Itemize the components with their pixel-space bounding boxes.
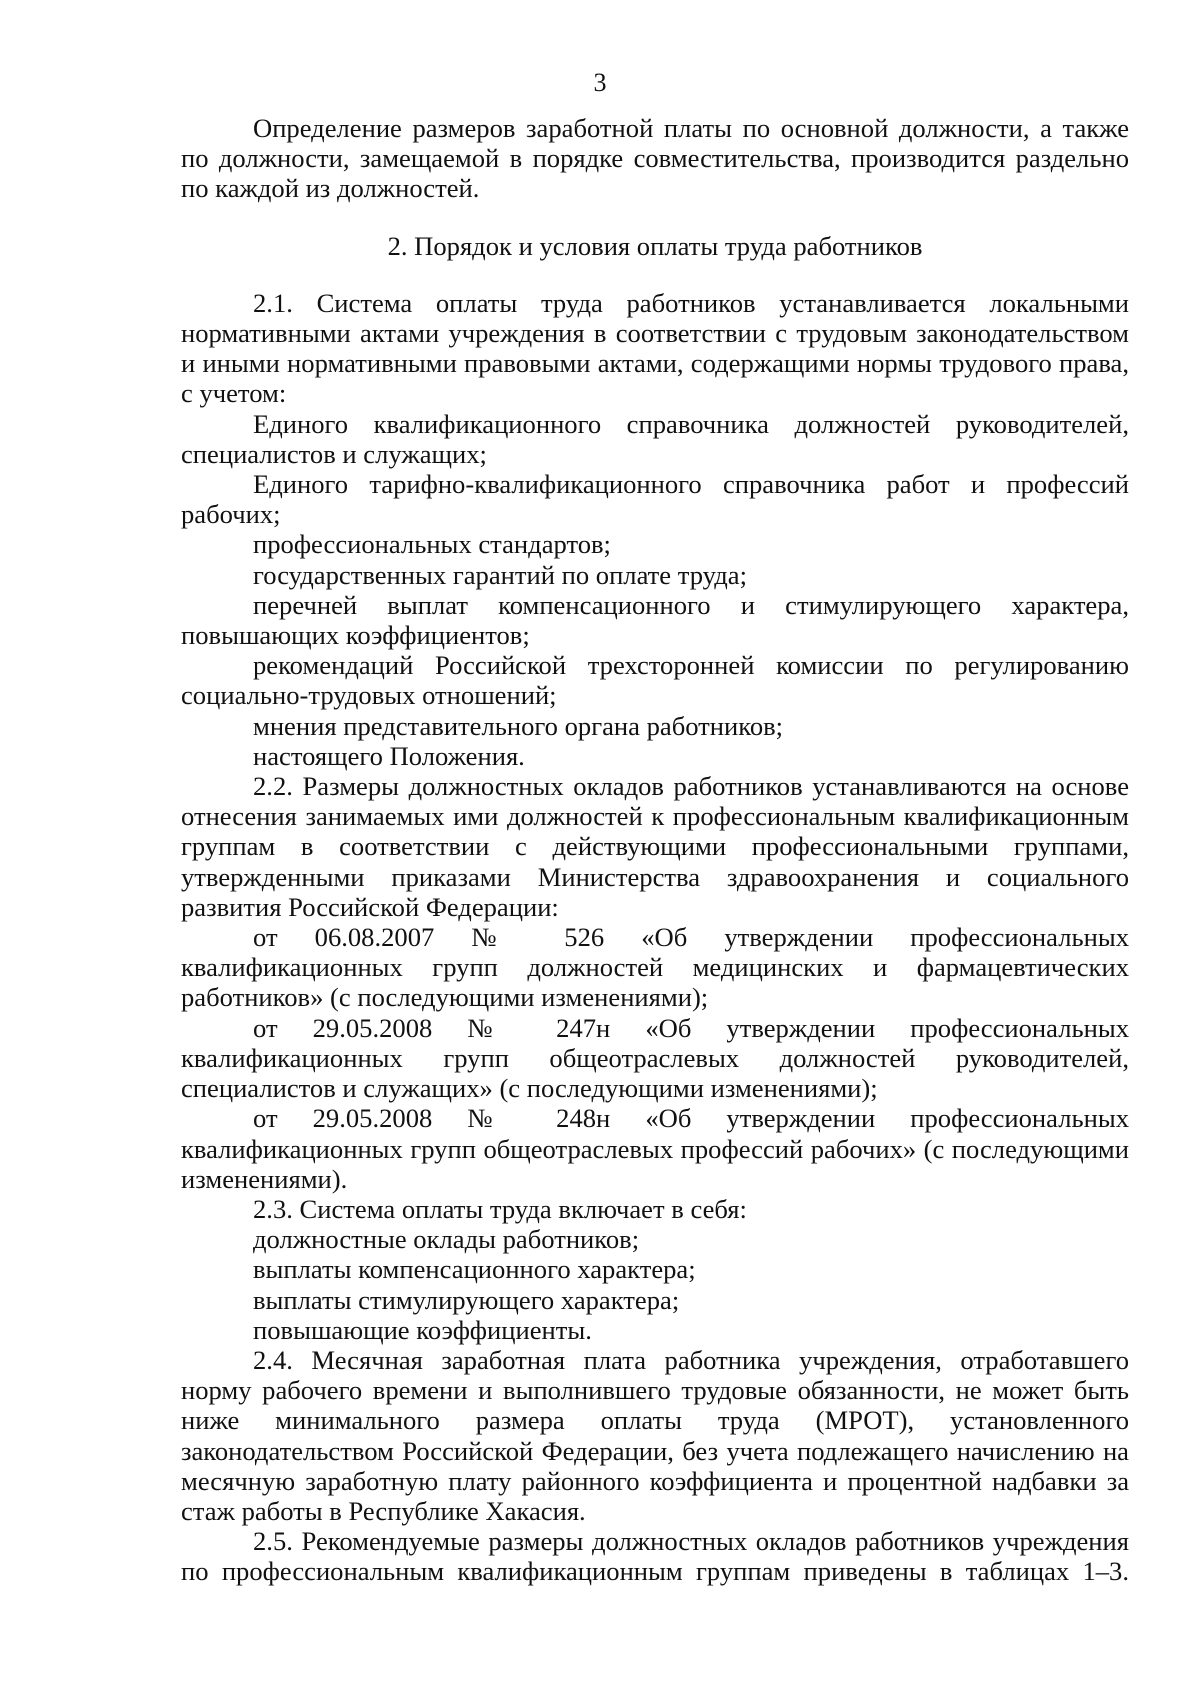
list-item: перечней выплат компенсационного и стимулирующего характера, повышающих коэффициентов;: [181, 589, 1129, 651]
paragraph-2-3: 2.3. Система оплаты труда включает в себя:: [253, 1193, 747, 1224]
order-reference: от 06.08.2007 № 526 «Об утверждении профессиональных квалификационных групп должностей медицинских и фармацевтических работников» (с последующими изменениями);: [181, 922, 1129, 1013]
list-item: Единого тарифно-квалификационного справочника работ и профессий рабочих;: [181, 469, 1129, 530]
list-item: профессиональных стандартов;: [253, 529, 611, 560]
paragraph-2-2: 2.2. Размеры должностных окладов работников устанавливаются на основе отнесения занимаемых ими должностей к профессиональным квалификационным группам в соответствии с действующими профессиональными группами, утвержденными приказами Министерства здравоохранения и социального развития Российской Федерации:: [181, 771, 1129, 922]
list-item: выплаты стимулирующего характера;: [253, 1284, 680, 1315]
document-body: [181, 113, 1129, 1587]
list-item: государственных гарантий по оплате труда;: [253, 559, 747, 590]
paragraph-combined-positions: Определение размеров заработной платы по основной должности, а также по должности, замещаемой в порядке совместительства, производится раздельно по каждой из должностей.: [181, 113, 1129, 204]
paragraph-2-5: 2.5. Рекомендуемые размеры должностных окладов работников учреждения по профессиональным квалификационным группам приведены в таблицах 1–3.: [181, 1526, 1129, 1587]
paragraph-2-4: 2.4. Месячная заработная плата работника учреждения, отработавшего норму рабочего времени и выполнившего трудовые обязанности, не может быть ниже минимального размера оплаты труда (МРОТ), установленного законодательством Российской Федерации, без учета подлежащего начислению на месячную заработную плату районного коэффициента и процентной надбавки за стаж работы в Республике Хакасия.: [181, 1344, 1129, 1526]
paragraph-2-1: 2.1. Система оплаты труда работников устанавливается локальными нормативными актами учреждения в соответствии с трудовым законодательством и иными нормативными правовыми актами, содержащими нормы трудового права, с учетом:: [181, 287, 1129, 409]
list-item: рекомендаций Российской трехсторонней комиссии по регулированию социально-трудовых отношений;: [181, 650, 1129, 711]
list-item: должностные оклады работников;: [253, 1224, 640, 1255]
list-item: выплаты компенсационного характера;: [253, 1254, 696, 1285]
list-item: мнения представительного органа работников;: [253, 710, 784, 741]
section-heading: 2. Порядок и условия оплаты труда работников: [387, 230, 923, 261]
list-item: Единого квалификационного справочника должностей руководителей, специалистов и служащих;: [181, 408, 1129, 469]
order-reference: от 29.05.2008 № 247н «Об утверждении профессиональных квалификационных групп общеотраслевых должностей руководителей, специалистов и служащих» (с последующими изменениями);: [181, 1012, 1129, 1104]
list-item: повышающие коэффициенты.: [253, 1314, 592, 1345]
page-number: 3: [593, 68, 607, 97]
list-item: настоящего Положения.: [253, 740, 525, 771]
order-reference: от 29.05.2008 № 248н «Об утверждении профессиональных квалификационных групп общеотраслевых профессий рабочих» (с последующими изменениями).: [181, 1103, 1129, 1194]
